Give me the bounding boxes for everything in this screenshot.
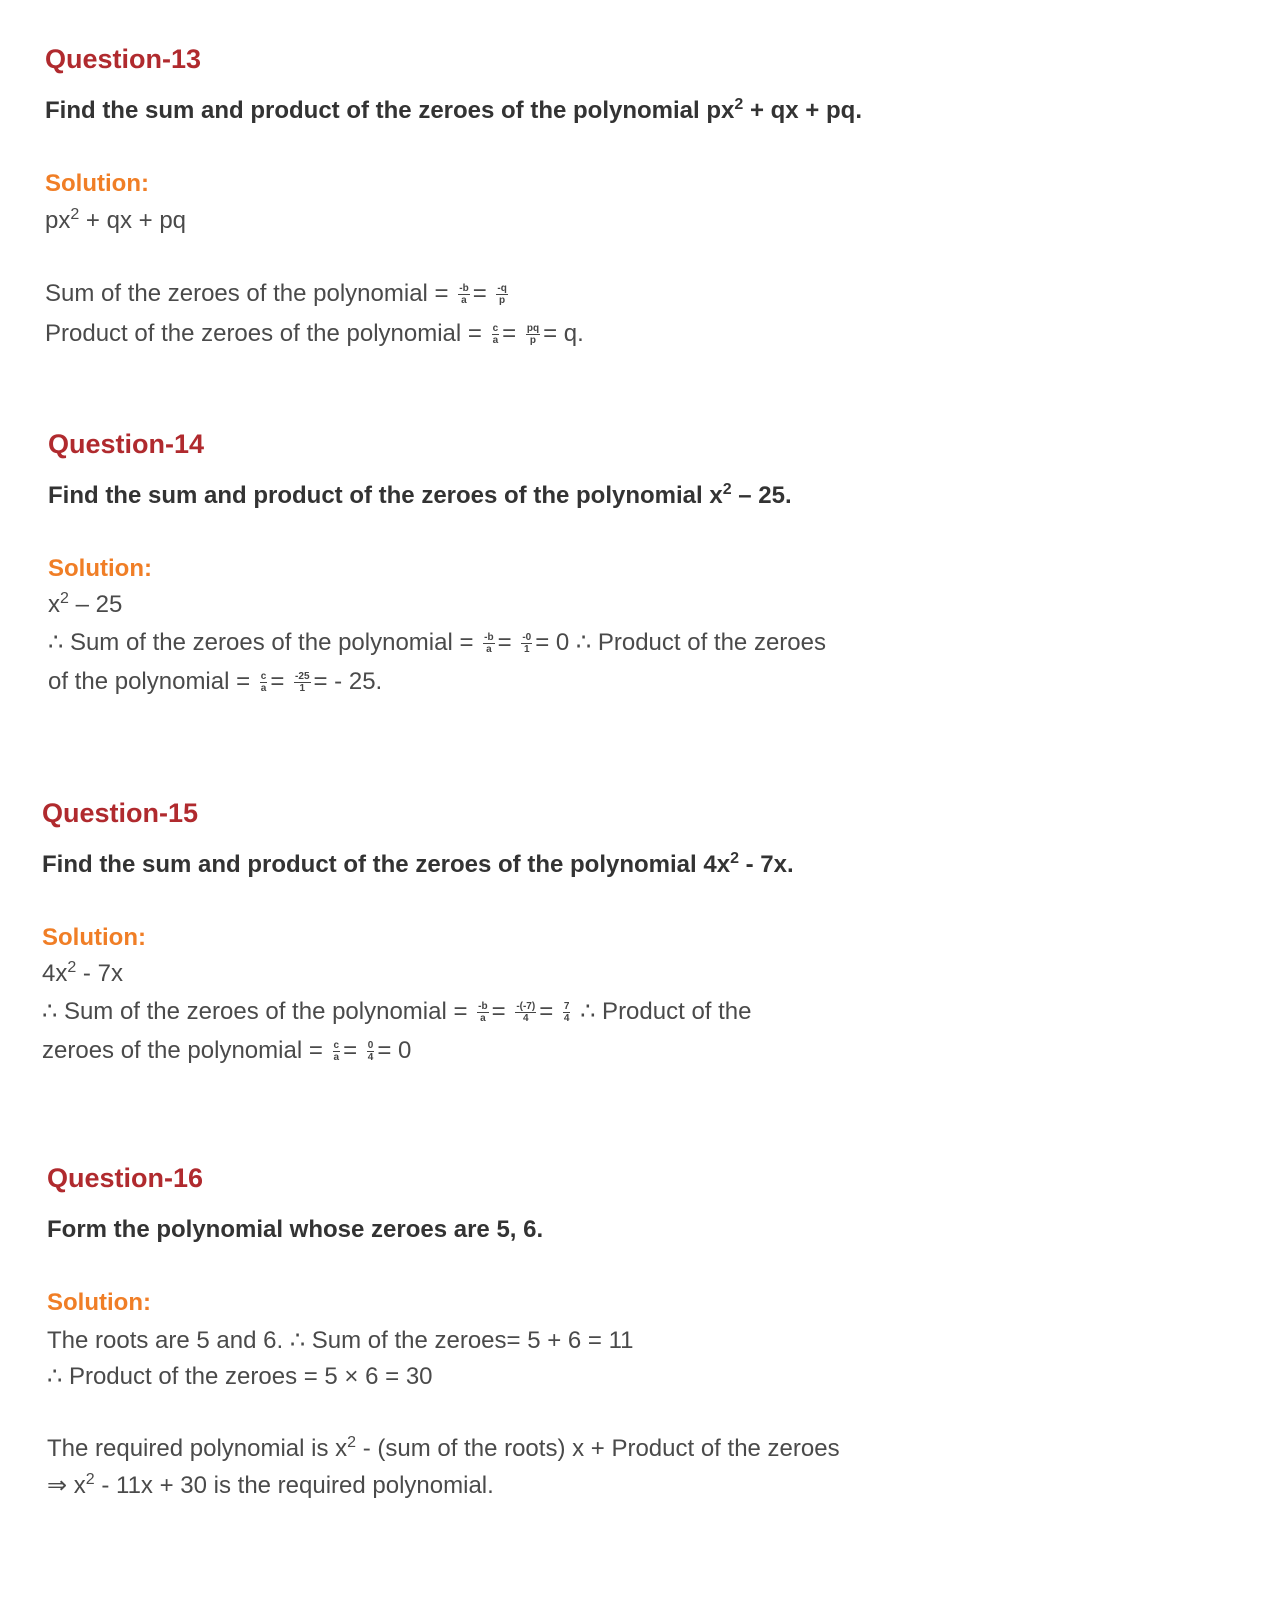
numerator: 7 <box>563 1001 570 1013</box>
solution-expression <box>48 591 122 619</box>
expr-text: px <box>45 207 71 234</box>
expr-text: + qx + pq <box>79 207 187 234</box>
line-text: ⇒ x <box>47 1472 86 1499</box>
numerator: pq <box>526 323 540 335</box>
expr-text: 4x <box>42 960 68 987</box>
polynomial-form-line <box>47 1435 840 1463</box>
line-text: ∴ Product of the <box>573 998 752 1025</box>
solution-label: Solution: <box>47 1289 151 1316</box>
fraction <box>526 323 540 346</box>
denominator: a <box>461 295 467 307</box>
product-line: ∴ Product of the zeroes = 5 × 6 = 30 <box>47 1363 433 1390</box>
expr-text: x <box>48 591 60 618</box>
exponent: 2 <box>730 850 739 867</box>
line-text: = q. <box>543 320 584 347</box>
numerator: -q <box>497 283 507 295</box>
line-text: = 0 <box>377 1037 412 1064</box>
prompt-text: + qx + pq. <box>743 97 862 124</box>
line-text: Sum of the zeroes of the polynomial = <box>45 280 456 307</box>
line-text: - 11x + 30 is the required polynomial. <box>94 1472 494 1499</box>
product-line: of the polynomial = $\frac{c}{a}$ = $\frac{-25}{1}$ = - 25. <box>48 668 383 695</box>
fraction <box>563 1001 571 1024</box>
question-title: Question-14 <box>48 429 205 459</box>
denominator: p <box>529 335 536 347</box>
fraction <box>294 671 310 694</box>
fraction <box>515 1001 536 1024</box>
line-text: of the polynomial = <box>48 668 257 695</box>
line-text: zeroes of the polynomial = <box>42 1037 330 1064</box>
exponent: 2 <box>347 1434 357 1451</box>
line-text: ∴ Sum of the zeroes of the polynomial = <box>42 998 475 1025</box>
numerator: 0 <box>367 1040 374 1052</box>
fraction <box>492 323 500 346</box>
numerator: c <box>333 1040 340 1052</box>
denominator: 4 <box>367 1052 374 1064</box>
numerator: -0 <box>522 632 532 644</box>
line-text: The required polynomial is x <box>47 1435 348 1462</box>
numerator: -b <box>459 283 469 295</box>
solution-label: Solution: <box>48 555 152 582</box>
denominator: 1 <box>523 644 530 656</box>
question-prompt: Form the polynomial whose zeroes are 5, 6. <box>47 1216 544 1243</box>
denominator: 1 <box>299 683 306 695</box>
denominator: 4 <box>522 1013 529 1025</box>
question-prompt <box>48 482 792 510</box>
expr-text: – 25 <box>68 591 123 618</box>
numerator: c <box>260 671 267 683</box>
result-line <box>47 1471 494 1500</box>
expr-text: - 7x <box>76 960 123 987</box>
exponent: 2 <box>734 96 744 113</box>
product-line: Product of the zeroes of the polynomial = $\frac{c}{a}$ = $\frac{pq}{p}$ = q. <box>45 320 584 347</box>
numerator: -b <box>484 632 494 644</box>
denominator: a <box>260 683 267 695</box>
denominator: a <box>333 1052 340 1064</box>
question-prompt <box>42 851 794 879</box>
product-line: zeroes of the polynomial = $\frac{c}{a}$ = $\frac{0}{4}$ = 0 <box>42 1037 412 1064</box>
solution-expression <box>42 960 123 988</box>
sum-line: ∴ Sum of the zeroes of the polynomial = $\frac{-b}{a}$ = $\frac{-0}{1}$ = 0 ∴ Product of the zeroes <box>48 629 826 656</box>
line-text: = 0 ∴ Product of the zeroes <box>535 629 826 656</box>
sum-line: ∴ Sum of the zeroes of the polynomial = $\frac{-b}{a}$ = $\frac{-(-7)}{4}$ = $\frac{7}{4}$ ∴ Product of the <box>42 998 752 1025</box>
question-title: Question-16 <box>47 1163 204 1193</box>
fraction <box>483 632 494 655</box>
exponent: 2 <box>85 1471 95 1488</box>
line-text: - (sum of the roots) x + Product of the zeroes <box>356 1435 840 1462</box>
denominator: p <box>499 295 506 307</box>
exponent: 2 <box>722 481 732 498</box>
numerator: -25 <box>295 671 310 683</box>
exponent: 2 <box>67 959 77 976</box>
line-text: Product of the zeroes of the polynomial = <box>45 320 489 347</box>
denominator: a <box>480 1013 486 1025</box>
fraction <box>496 283 507 306</box>
question-title: Question-13 <box>45 44 202 74</box>
exponent: 2 <box>60 590 69 607</box>
prompt-text: – 25. <box>731 482 792 509</box>
exponent: 2 <box>70 206 80 223</box>
denominator: a <box>486 644 492 656</box>
numerator: -(-7) <box>516 1001 536 1013</box>
question-title: Question-15 <box>42 798 199 828</box>
fraction <box>260 671 268 694</box>
solution-expression <box>45 207 186 235</box>
prompt-text: - 7x. <box>738 851 794 878</box>
fraction <box>477 1001 488 1024</box>
prompt-text: Find the sum and product of the zeroes of the polynomial px <box>45 97 735 124</box>
numerator: -b <box>478 1001 488 1013</box>
fraction <box>458 283 469 306</box>
sum-line: The roots are 5 and 6. ∴ Sum of the zeroes= 5 + 6 = 11 <box>47 1327 634 1354</box>
question-prompt <box>45 97 862 125</box>
fraction <box>521 632 532 655</box>
prompt-text: Find the sum and product of the zeroes of the polynomial x <box>48 482 723 509</box>
fraction <box>367 1040 375 1063</box>
denominator: a <box>492 335 499 347</box>
solution-label: Solution: <box>45 170 149 197</box>
fraction <box>333 1040 341 1063</box>
line-text: ∴ Sum of the zeroes of the polynomial = <box>48 629 481 656</box>
numerator: c <box>492 323 499 335</box>
sum-line: Sum of the zeroes of the polynomial = $\frac{-b}{a}$ = $\frac{-q}{p}$ <box>45 280 507 307</box>
denominator: 4 <box>563 1013 570 1025</box>
line-text: = - 25. <box>313 668 383 695</box>
prompt-text: Find the sum and product of the zeroes of the polynomial 4x <box>42 851 731 878</box>
solution-label: Solution: <box>42 924 146 951</box>
